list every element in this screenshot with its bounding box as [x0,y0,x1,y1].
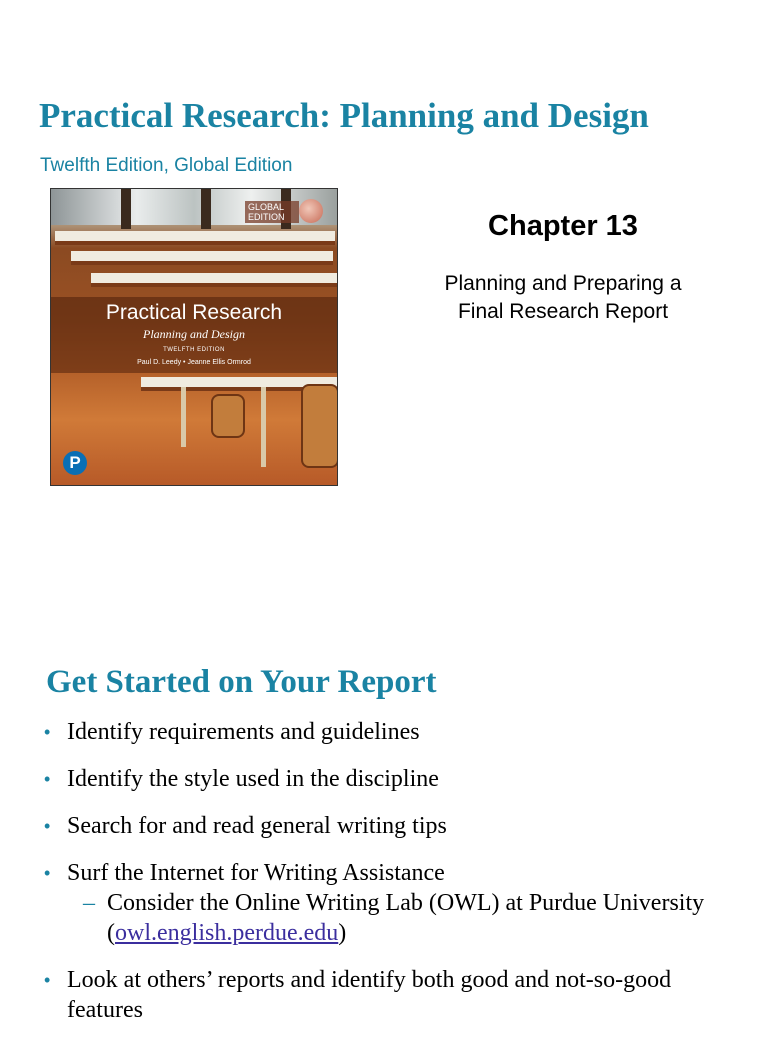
list-item-text: Look at others’ reports and identify both good and not-so-good features [67,967,672,1023]
chapter-subtitle [410,270,716,326]
chapter-subtitle-line-2: Final Research Report [457,300,669,323]
bullet-icon: • [44,970,51,990]
pearson-logo-icon: P [63,451,87,475]
cover-window-frame [121,189,131,229]
global-edition-badge [245,201,299,223]
sub-item-suffix: ) [338,920,347,946]
bullet-icon: • [44,863,51,883]
badge-line-1: GLOBAL [248,202,285,212]
bullet-icon: • [44,816,51,836]
cover-desk [91,273,337,287]
list-item [44,858,744,948]
list-item-text: Identify the style used in the discipline [67,766,439,792]
list-item [44,717,744,747]
list-item [44,764,744,794]
sub-bullet-list [67,888,744,948]
section-title: Get Started on Your Report [46,664,437,700]
cover-chair [211,394,245,438]
cover-desk-leg [261,387,266,467]
owl-link[interactable]: owl.english.perdue.edu [115,920,339,946]
page-title: Practical Research: Planning and Design [39,96,649,135]
list-item-text: Surf the Internet for Writing Assistance [67,860,445,886]
sub-item-prefix: Consider the Online Writing Lab (OWL) at Purdue University ( [107,890,705,946]
cover-authors: Paul D. Leedy • Jeanne Ellis Ormrod [137,359,251,366]
list-item-text: Identify requirements and guidelines [67,719,420,745]
list-item [44,811,744,841]
edition-subtitle: Twelfth Edition, Global Edition [40,155,293,176]
cover-desk-leg [181,387,186,447]
badge-line-2: EDITION [248,212,285,222]
list-item [44,965,744,1025]
dash-icon: – [83,890,95,916]
globe-icon [299,199,323,223]
sub-list-item [67,888,744,948]
cover-title: Practical Research [105,301,283,324]
cover-desk [71,251,333,265]
cover-chair [301,384,338,468]
cover-subtitle: Planning and Design [143,327,245,341]
list-item-text: Search for and read general writing tips [67,813,447,839]
bullet-list [44,717,744,1042]
bullet-icon: • [44,769,51,789]
cover-window-frame [201,189,211,229]
cover-edition: TWELFTH EDITION [163,347,225,353]
chapter-subtitle-line-1: Planning and Preparing a [444,272,682,295]
book-cover-image [50,188,338,486]
bullet-icon: • [44,722,51,742]
cover-desk [55,231,335,245]
chapter-heading: Chapter 13 [488,210,638,242]
